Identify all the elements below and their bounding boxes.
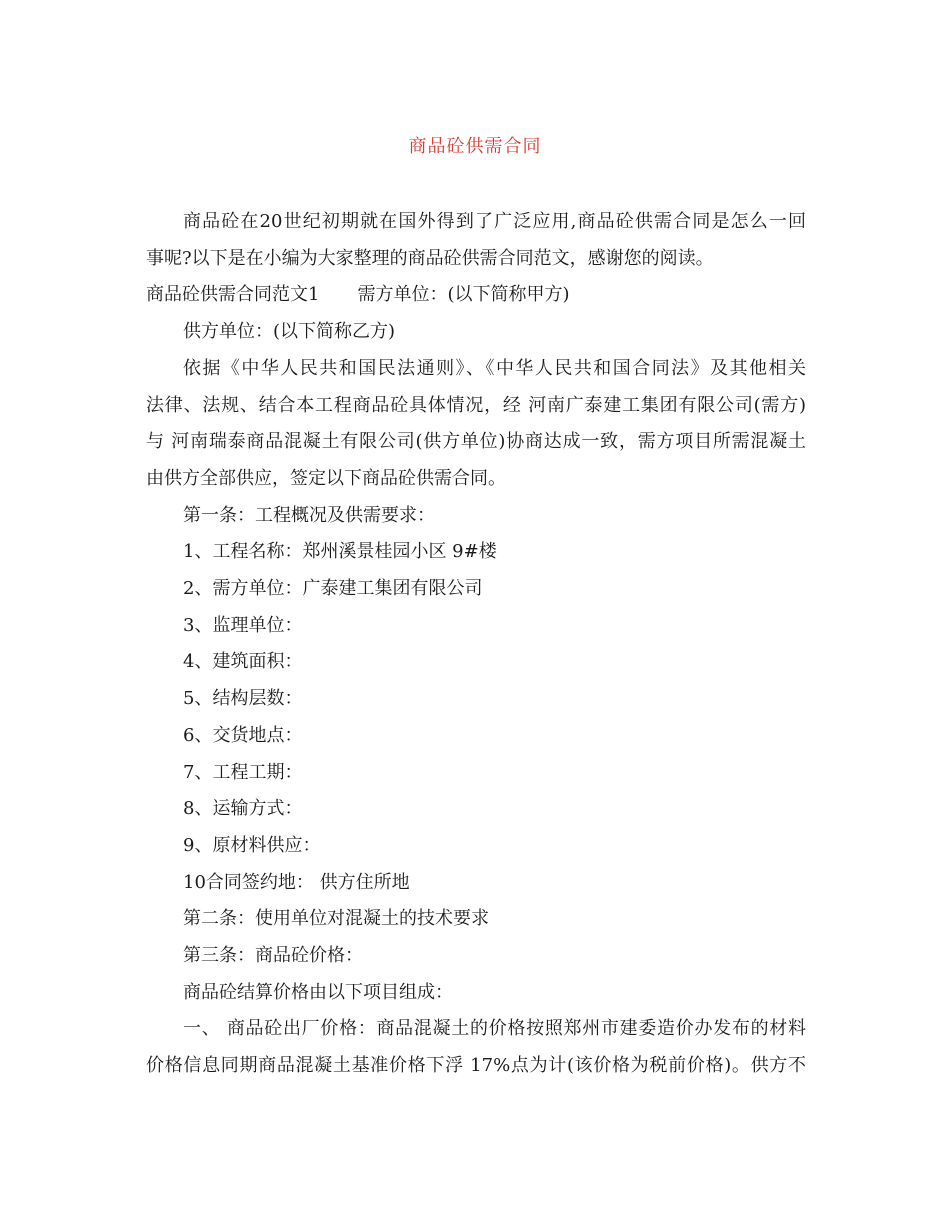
article-2: 第二条：使用单位对混凝土的技术要求 bbox=[183, 908, 489, 930]
article-3: 第三条：商品砼价格： bbox=[183, 945, 363, 967]
document-body bbox=[146, 204, 806, 1085]
list-item: 10合同签约地： 供方住所地 bbox=[183, 871, 410, 893]
intro-line-2: 事呢?以下是在小编为大家整理的商品砼供需合同范文，感谢您的阅读。 bbox=[146, 247, 714, 269]
list-item: 5、结构层数： bbox=[183, 688, 303, 710]
list-item: 9、原材料供应： bbox=[183, 834, 321, 856]
price-item-1-line-1: 一、 商品砼出厂价格：商品混凝土的价格按照郑州市建委造价办发布的材料 bbox=[183, 1018, 806, 1040]
price-intro: 商品砼结算价格由以下项目组成： bbox=[183, 981, 453, 1003]
demand-party: 需方单位：(以下简称甲方) bbox=[357, 284, 570, 306]
basis-line-4: 由供方全部供应，签定以下商品砼供需合同。 bbox=[146, 467, 506, 489]
intro-line-1: 商品砼在20世纪初期就在国外得到了广泛应用,商品砼供需合同是怎么一回 bbox=[183, 211, 806, 232]
list-item: 4、建筑面积： bbox=[183, 651, 303, 673]
list-item: 6、交货地点： bbox=[183, 724, 303, 746]
list-item: 1、工程名称：郑州溪景桂园小区 9#楼 bbox=[183, 541, 497, 563]
article-1: 第一条：工程概况及供需要求： bbox=[183, 504, 435, 526]
sample-heading-line bbox=[146, 277, 806, 314]
sample-heading: 商品砼供需合同范文1 bbox=[146, 284, 320, 306]
list-item: 8、运输方式： bbox=[183, 798, 303, 820]
basis-line-2: 法律、法规、结合本工程商品砼具体情况，经 河南广泰建工集团有限公司(需方) bbox=[146, 394, 806, 416]
list-item: 7、工程工期： bbox=[183, 761, 303, 783]
list-item: 2、需方单位：广泰建工集团有限公司 bbox=[183, 578, 483, 600]
list-item: 3、监理单位： bbox=[183, 614, 303, 636]
document-title: 商品砼供需合同 bbox=[408, 136, 542, 157]
price-item-1-line-2: 价格信息同期商品混凝土基准价格下浮 17%点为计(该价格为税前价格)。供方不 bbox=[146, 1055, 806, 1077]
basis-line-3: 与 河南瑞泰商品混凝土有限公司(供方单位)协商达成一致，需方项目所需混凝土 bbox=[146, 431, 806, 453]
supply-party: 供方单位：(以下简称乙方) bbox=[183, 321, 396, 343]
basis-line-1: 依据《中华人民共和国民法通则》、《中华人民共和国合同法》及其他相关 bbox=[183, 357, 806, 379]
